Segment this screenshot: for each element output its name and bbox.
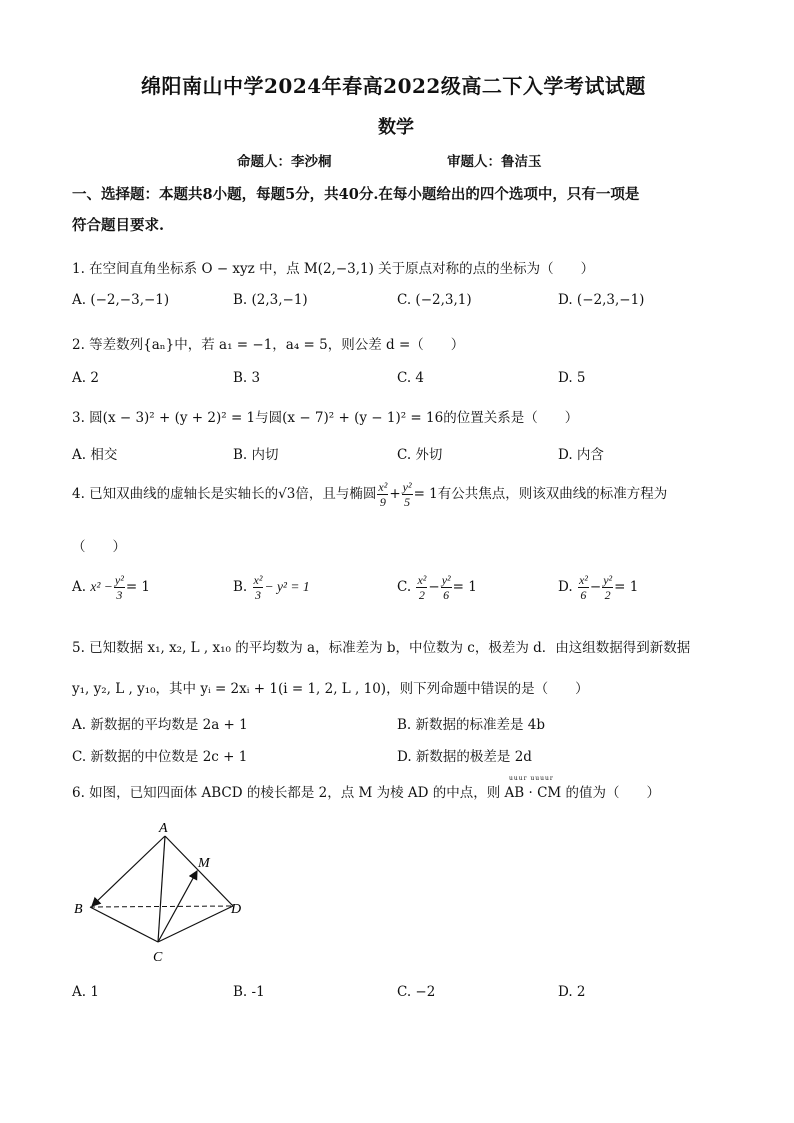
edge-ac	[158, 836, 165, 942]
question-5-stem-line2: y₁, y₂, L , y₁₀，其中 yᵢ = 2xᵢ + 1(i = 1, 2, L , 10)，则下列命题中错误的是（ ）	[72, 681, 589, 697]
tetrahedron-figure	[70, 815, 260, 975]
edge-cd	[158, 906, 233, 942]
question-4-stem: 4. 已知双曲线的虚轴长是实轴长的√3倍，且与椭圆 $\frac{\text{x²}}{9}$ + $\frac{\text{y²}}{5}$ = 1有公共焦点，则该双曲线的标准方程为	[72, 480, 668, 509]
q3-option-d: D. 内含	[558, 447, 604, 463]
label-d: D	[231, 902, 242, 917]
q2-option-b: B. 3	[233, 370, 261, 386]
question-4-stem-line2: （ ）	[72, 539, 126, 555]
section-heading-line1: 一、选择题：本题共8小题，每题5分，共40分.在每小题给出的四个选项中，只有一项是	[72, 186, 640, 203]
question-2-stem: 2. 等差数列{aₙ}中，若 a₁ = −1，a₄ = 5，则公差 d =（ ）	[72, 337, 465, 353]
label-c: C	[153, 950, 163, 965]
q5-option-a: A. 新数据的平均数是 2a + 1	[72, 717, 248, 733]
question-1-stem: 1. 在空间直角坐标系 O − xyz 中，点 M(2,−3,1) 关于原点对称的点的坐标为（ ）	[72, 261, 595, 277]
q1-option-c: C. (−2,3,1)	[397, 292, 472, 308]
q5-option-b: B. 新数据的标准差是 4b	[397, 717, 546, 733]
edge-ad	[165, 836, 233, 906]
ellipse-x-term: $\frac{\text{x²}}{9}$	[378, 480, 388, 509]
paper-subject: 数学	[378, 117, 414, 138]
q5-option-c: C. 新数据的中位数是 2c + 1	[72, 749, 248, 765]
q2-option-a: A. 2	[72, 370, 99, 386]
q4-option-a: A. x² − $\frac{\text{y²}}{3}$ = 1	[72, 573, 151, 602]
setter-name: 命题人：李沙桐	[237, 154, 332, 170]
reviewer-name: 审题人：鲁洁玉	[447, 154, 542, 170]
q3-option-b: B. 内切	[233, 447, 279, 463]
vector-marks: uuur uuuur	[509, 775, 554, 782]
q2-option-d: D. 5	[558, 370, 586, 386]
q4-option-c: C. $\frac{\text{x²}}{2}$ − $\frac{\text{y²}}{6}$ = 1	[397, 573, 477, 602]
q6-option-c: C. −2	[397, 984, 436, 1000]
question-6-stem: 6. 如图，已知四面体 ABCD 的棱长都是 2，点 M 为棱 AD 的中点，则 AB · CM 的值为（ ）	[72, 785, 661, 801]
label-a: A	[159, 821, 168, 836]
q3-option-c: C. 外切	[397, 447, 443, 463]
q6-option-a: A. 1	[72, 984, 99, 1000]
vector-ab	[92, 836, 165, 906]
question-5-stem-line1: 5. 已知数据 x₁, x₂, L , x₁₀ 的平均数为 a，标准差为 b，中位数为 c，极差为 d．由这组数据得到新数据	[72, 640, 691, 656]
q4-stem-after: = 1有公共焦点，则该双曲线的标准方程为	[413, 486, 668, 502]
question-3-stem: 3. 圆(x − 3)² + (y + 2)² = 1与圆(x − 7)² + (y − 1)² = 16的位置关系是（ ）	[72, 410, 579, 426]
label-m: M	[198, 856, 210, 871]
ellipse-y-term: $\frac{\text{y²}}{5}$	[402, 480, 412, 509]
q1-option-b: B. (2,3,−1)	[233, 292, 308, 308]
q1-option-a: A. (−2,−3,−1)	[72, 292, 170, 308]
q4-option-d: D. $\frac{\text{x²}}{6}$ − $\frac{\text{y²}}{2}$ = 1	[558, 573, 639, 602]
q3-option-a: A. 相交	[72, 447, 118, 463]
q6-option-d: D. 2	[558, 984, 586, 1000]
q4-option-b: B. $\frac{\text{x²}}{3}$ − y² = 1	[233, 573, 310, 602]
edge-bd-hidden	[90, 906, 233, 907]
q4-stem-before: 4. 已知双曲线的虚轴长是实轴长的√3倍，且与椭圆	[72, 486, 377, 502]
q2-option-c: C. 4	[397, 370, 425, 386]
q5-option-d: D. 新数据的极差是 2d	[397, 749, 532, 765]
section-heading-line2: 符合题目要求.	[72, 217, 165, 234]
label-b: B	[74, 902, 83, 917]
paper-title: 绵阳南山中学2024年春高2022级高二下入学考试试题	[141, 74, 646, 98]
q6-option-b: B. -1	[233, 984, 265, 1000]
edge-bc	[90, 907, 158, 942]
q1-option-d: D. (−2,3,−1)	[558, 292, 645, 308]
